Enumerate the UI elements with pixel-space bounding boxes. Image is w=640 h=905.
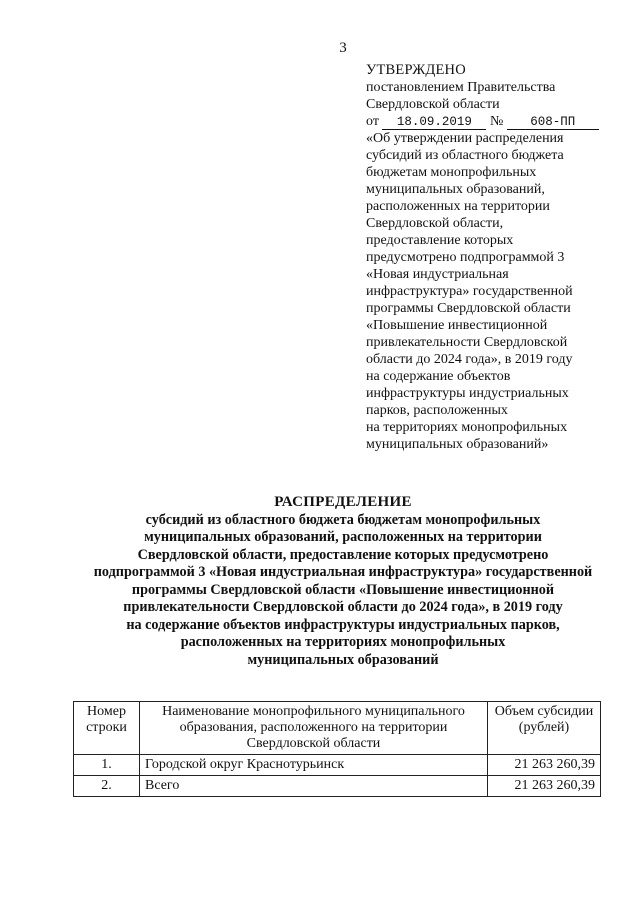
row-name: Городской округ Краснотурьинск (140, 755, 488, 776)
document-heading (60, 494, 626, 669)
subject-line: привлекательности Свердловской (366, 335, 568, 350)
row-name: Всего (140, 776, 488, 797)
heading-line: муниципальных образований (247, 651, 439, 668)
heading-line: муниципальных образований, расположенных на территории (144, 529, 542, 545)
subject-line: муниципальных образований, (366, 182, 545, 197)
approval-block (366, 62, 616, 453)
subject-line: расположенных на территории (366, 199, 550, 214)
subject-line: области до 2024 года», в 2019 году (366, 352, 573, 367)
heading-line: привлекательности Свердловской области до 2024 года», в 2019 году (123, 599, 563, 615)
subject-line: Свердловской области, (366, 216, 504, 231)
subject-line: предоставление которых (366, 233, 514, 248)
subsidy-table (73, 701, 601, 797)
subject-line: муниципальных образований» (366, 437, 549, 452)
heading-line: подпрограммой 3 «Новая индустриальная инфраструктура» государственной (93, 564, 593, 580)
subject-line: бюджетам монопрофильных (366, 165, 537, 180)
number-prefix: № (489, 114, 504, 129)
approval-date: 18.09.2019 (382, 116, 486, 130)
heading-line: субсидий из областного бюджета бюджетам монопрофильных (145, 511, 541, 528)
subject-line: инфраструктура» государственной (366, 284, 573, 299)
row-amount: 21 263 260,39 (488, 776, 601, 797)
table-row (74, 776, 601, 797)
page-number: 3 (339, 40, 347, 56)
header-name: Наименование монопрофильного муниципального образования, расположенного на территории Свердловской области (140, 702, 488, 755)
heading-line: Свердловской области, предоставление которых предусмотрено (137, 546, 549, 563)
subject-line: «Об утверждении распределения (366, 131, 564, 146)
subject-line: «Повышение инвестиционной (366, 318, 548, 333)
subject-line: субсидий из областного бюджета (366, 148, 564, 163)
approval-number: 608-ПП (507, 116, 599, 130)
heading-line: расположенных на территориях монопрофильных (180, 634, 506, 650)
approval-line: Свердловской области (366, 97, 500, 112)
header-number: Номер строки (74, 702, 140, 755)
heading-line: на содержание объектов инфраструктуры индустриальных парков, (126, 616, 560, 633)
approval-line: постановлением Правительства (366, 80, 556, 95)
subject-line: предусмотрено подпрограммой 3 (366, 250, 565, 265)
row-number: 1. (74, 755, 140, 776)
subject-line: парков, расположенных (366, 403, 508, 418)
header-amount: Объем субсидии (рублей) (488, 702, 601, 755)
approval-title: УТВЕРЖДЕНО (366, 62, 466, 78)
subject-line: на содержание объектов (366, 369, 511, 384)
subject-line: программы Свердловской области (366, 301, 571, 316)
subject-line: инфраструктуры индустриальных (366, 386, 569, 401)
subject-line: «Новая индустриальная (366, 267, 509, 282)
table-header-row (74, 702, 601, 755)
heading-line: программы Свердловской области «Повышение инвестиционной (131, 581, 555, 598)
table-row (74, 755, 601, 776)
date-prefix: от (366, 114, 379, 129)
row-number: 2. (74, 776, 140, 797)
document-title: РАСПРЕДЕЛЕНИЕ (274, 494, 412, 510)
subject-line: на территориях монопрофильных (366, 420, 568, 435)
row-amount: 21 263 260,39 (488, 755, 601, 776)
approval-date-line (366, 113, 616, 130)
